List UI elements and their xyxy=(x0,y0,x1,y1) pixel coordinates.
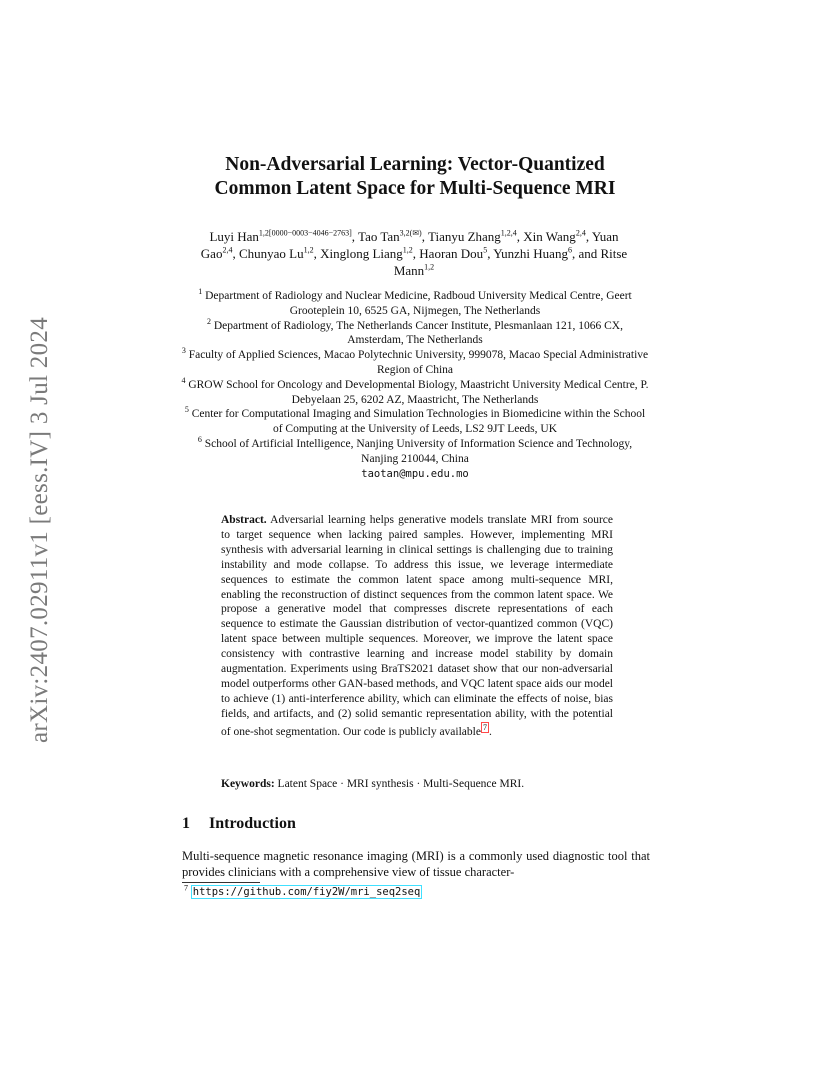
keywords-label: Keywords: xyxy=(221,778,275,790)
author-sup: 2,4 xyxy=(222,245,233,255)
author-list xyxy=(196,228,632,279)
author: , Yuan Gao xyxy=(200,229,619,261)
affiliation-number: 6 xyxy=(197,435,202,445)
author: , Xinglong Liang xyxy=(313,246,403,261)
affiliation xyxy=(180,375,650,408)
author-sup: 1,2[0000−0003−4046−2763] xyxy=(258,228,352,238)
section-title: Introduction xyxy=(209,815,296,832)
affiliation xyxy=(180,407,650,437)
keywords xyxy=(221,778,613,790)
author: Luyi Han xyxy=(209,229,259,244)
abstract xyxy=(221,513,613,739)
affiliation-text: School of Artificial Intelligence, Nanjing University of Information Science and Technology, Nanjing 210044, China xyxy=(204,437,633,465)
footnote-url-link[interactable]: https://github.com/fiy2W/mri_seq2seq xyxy=(192,886,421,898)
affiliation-text: Department of Radiology, The Netherlands Cancer Institute, Plesmanlaan 121, 1066 CX, Amsterdam, The Netherlands xyxy=(213,319,623,347)
affiliation xyxy=(180,316,650,349)
affiliation-number: 5 xyxy=(184,405,189,415)
footnote-ref-link[interactable]: 7 xyxy=(482,722,487,732)
section-heading xyxy=(182,815,296,833)
affiliation xyxy=(180,437,650,467)
author-sup: 1,2,4 xyxy=(500,228,517,238)
author-sup: 5 xyxy=(483,245,488,255)
arxiv-sidebar xyxy=(22,300,58,760)
footnote xyxy=(184,883,422,898)
author-sup: 6 xyxy=(567,245,572,255)
footnote-rule xyxy=(182,882,260,883)
affiliation-text: GROW School for Oncology and Developmental Biology, Maastricht University Medical Centre, P. Debyelaan 25, 6202 AZ, Maastricht, The Netherlands xyxy=(188,378,649,406)
section-number: 1 xyxy=(182,815,190,832)
affiliations xyxy=(180,289,650,481)
affiliation xyxy=(180,289,650,319)
paper-title xyxy=(150,153,680,201)
affiliation-text: Center for Computational Imaging and Simulation Technologies in Biomedicine within the School of Computing at the University of Leeds, LS2 9JT Leeds, UK xyxy=(191,408,646,436)
affiliation-number: 2 xyxy=(207,316,211,326)
author: , Xin Wang xyxy=(516,229,576,244)
author: , Tao Tan xyxy=(351,229,400,244)
abstract-end: . xyxy=(488,725,492,738)
footnote-number: 7 xyxy=(184,883,188,893)
keywords-text: Latent Space · MRI synthesis · Multi-Sequence MRI. xyxy=(277,778,525,790)
author-sup: 3,2(✉) xyxy=(399,228,422,238)
affiliation-number: 4 xyxy=(181,375,186,385)
affiliation xyxy=(180,348,650,378)
contact-email[interactable]: taotan@mpu.edu.mo xyxy=(361,467,469,480)
abstract-text: Adversarial learning helps generative models translate MRI from source to target sequence when lacking paired samples. However, implementing MRI synthesis with adversarial learning in clinical settings is challenging due to training instability and mode collapse. To address this issue, we leverage intermediate sequences to estimate the common latent space among multi-sequence MRI, enabling the reconstruction of distinct sequences from the common latent space. We propose a generative model that compresses discrete representations of each sequence to estimate the Gaussian distribution of vector-quantized common (VQC) latent space between multiple sequences. Moreover, we improve the latent space consistency with contrastive learning and increase model stability by domain augmentation. Experiments using BraTS2021 dataset show that our non-adversarial model outperforms other GAN-based methods, and VQC latent space aids our model to achieve (1) anti-interference ability, which can eliminate the effects of noise, bias fields, and artifacts, and (2) solid semantic representation ability, with the potential of one-shot segmentation. Our code is publicly available xyxy=(221,514,613,738)
arxiv-id: arXiv:2407.02911v1 [eess.IV] 3 Jul 2024 xyxy=(26,317,53,743)
affiliation-number: 3 xyxy=(181,346,186,356)
affiliation-number: 1 xyxy=(198,287,203,297)
title-line-2: Common Latent Space for Multi-Sequence MRI xyxy=(214,178,616,199)
intro-paragraph: Multi-sequence magnetic resonance imaging (MRI) is a commonly used diagnostic tool that provides clinicians with a comprehensive view of tissue character- xyxy=(182,849,650,879)
title-line-1: Non-Adversarial Learning: Vector-Quantized xyxy=(225,154,605,175)
affiliation-text: Department of Radiology and Nuclear Medicine, Radboud University Medical Centre, Geert Grooteplein 10, 6525 GA, Nijmegen, The Netherlands xyxy=(205,290,632,317)
author: , and Ritse Mann xyxy=(393,246,628,278)
author-sup: 1,2 xyxy=(402,245,413,255)
author-sup: 1,2 xyxy=(424,262,435,272)
affiliation-text: Faculty of Applied Sciences, Macao Polytechnic University, 999078, Macao Special Administrative Region of China xyxy=(188,349,649,376)
author: , Chunyao Lu xyxy=(232,246,304,261)
author-sup: 1,2 xyxy=(303,245,314,255)
author: , Haoran Dou xyxy=(412,246,484,261)
author: , Yunzhi Huang xyxy=(487,246,568,261)
abstract-label: Abstract. xyxy=(221,514,267,526)
author: , Tianyu Zhang xyxy=(421,229,501,244)
author-sup: 2,4 xyxy=(575,228,586,238)
